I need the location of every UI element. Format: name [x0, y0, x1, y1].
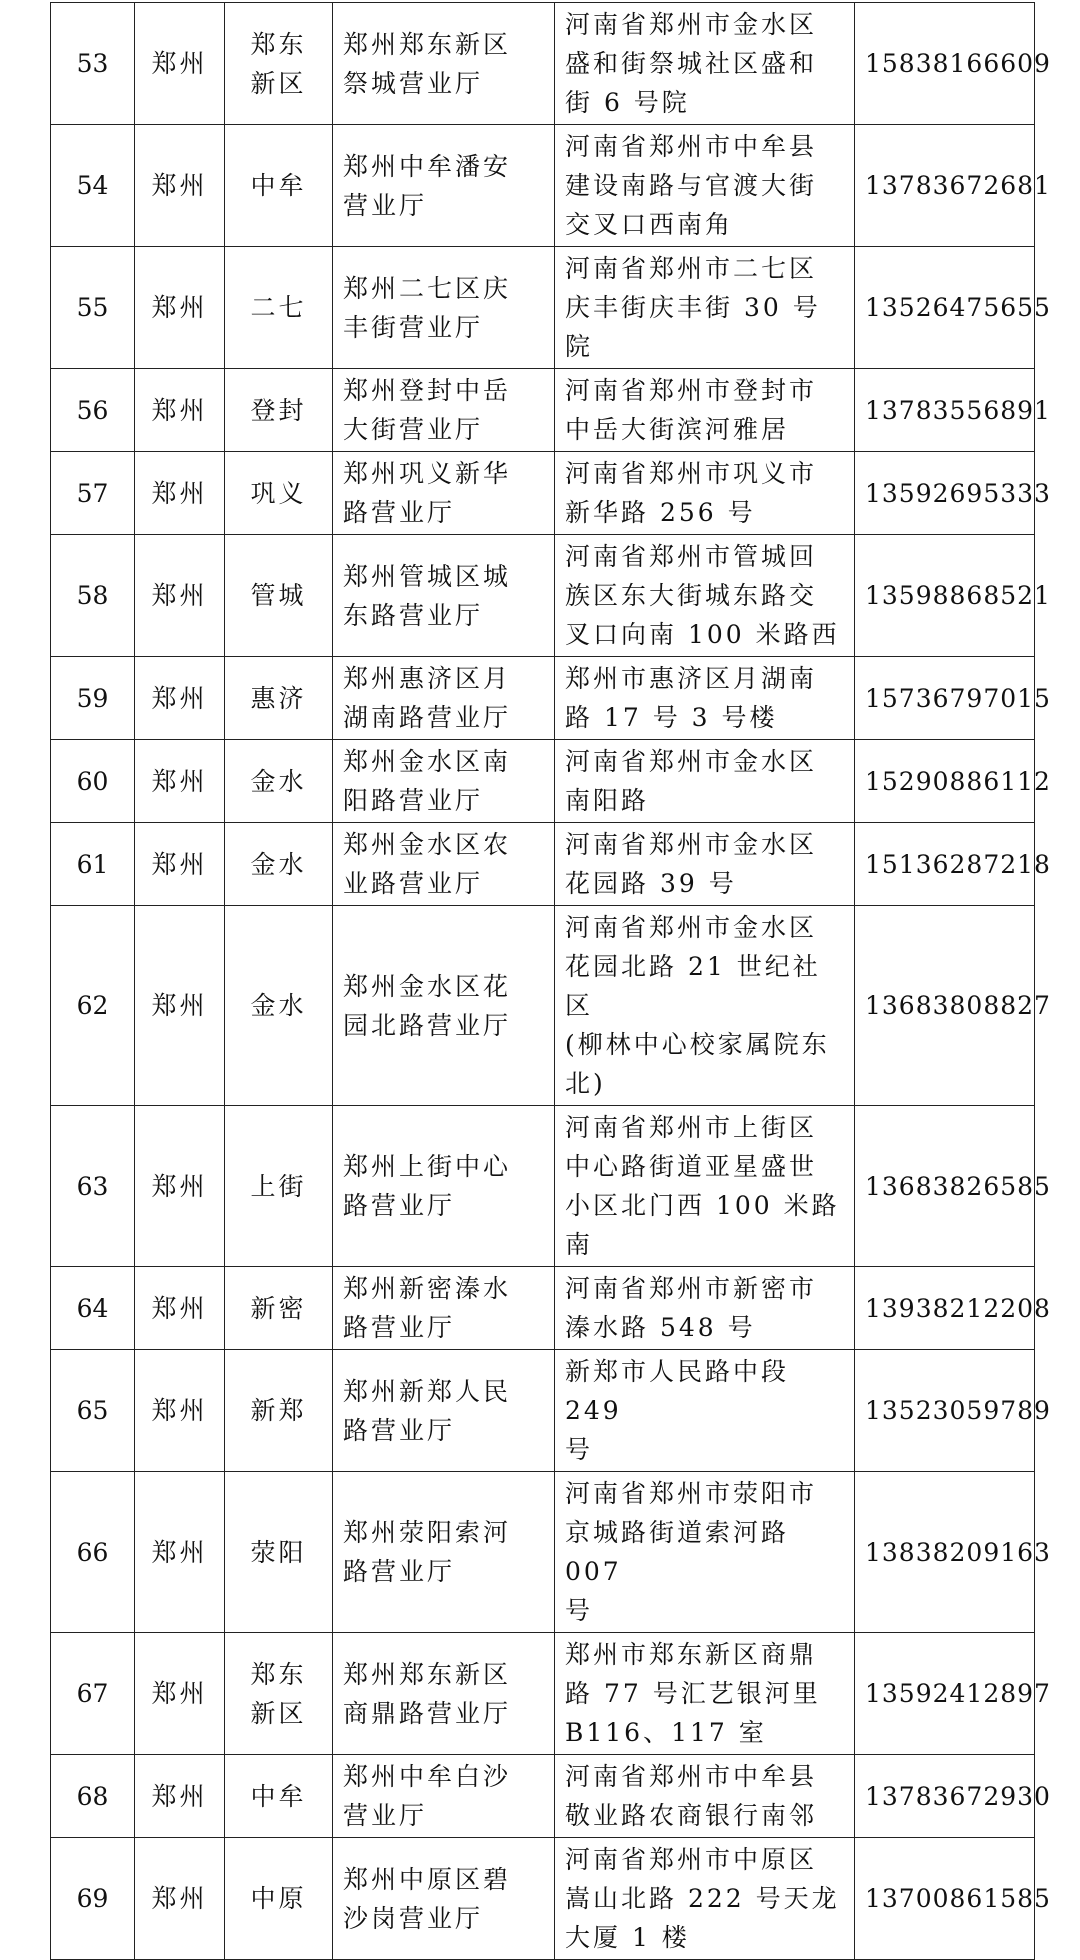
cell-district	[225, 247, 333, 369]
cell-city-text: 郑州	[151, 49, 208, 78]
cell-address	[555, 1838, 855, 1960]
table-row	[51, 823, 1035, 906]
cell-phone-text: 13526475655	[865, 293, 1051, 322]
cell-city-text: 郑州	[151, 395, 208, 425]
table-row	[51, 1267, 1035, 1350]
cell-address-text: 河南省郑州市荥阳市 京城路街道索河路 007 号	[565, 1479, 818, 1625]
cell-phone	[855, 125, 1051, 247]
cell-hall-name	[333, 125, 555, 247]
cell-district	[225, 1350, 333, 1472]
cell-number	[51, 452, 135, 535]
cell-district-text: 荥阳	[250, 1537, 307, 1567]
cell-number-text: 57	[76, 478, 109, 508]
cell-city-text: 郑州	[151, 849, 208, 879]
cell-number	[51, 1755, 135, 1838]
cell-district	[225, 452, 333, 535]
cell-phone	[855, 1755, 1051, 1838]
cell-district	[225, 1472, 333, 1633]
cell-district	[225, 740, 333, 823]
cell-city	[135, 247, 225, 369]
cell-hall-name	[333, 535, 555, 657]
cell-phone	[855, 823, 1051, 906]
cell-phone	[855, 535, 1051, 657]
cell-number-text: 53	[76, 49, 109, 78]
cell-phone	[855, 1472, 1051, 1633]
cell-hall-name	[333, 1472, 555, 1633]
cell-address	[555, 452, 855, 535]
cell-city-text: 郑州	[151, 478, 208, 508]
cell-city-text: 郑州	[151, 991, 208, 1020]
cell-city-text: 郑州	[151, 1537, 208, 1567]
cell-hall-name-text: 郑州郑东新区 祭城营业厅	[343, 29, 512, 98]
cell-district	[225, 3, 333, 125]
cell-number-text: 65	[76, 1396, 109, 1425]
cell-city	[135, 1755, 225, 1838]
cell-number-text: 62	[76, 991, 109, 1020]
cell-number	[51, 1267, 135, 1350]
cell-number-text: 69	[76, 1884, 109, 1913]
cell-number-text: 56	[76, 395, 109, 425]
cell-address	[555, 906, 855, 1106]
cell-hall-name-text: 郑州惠济区月 湖南路营业厅	[343, 664, 512, 732]
cell-city-text: 郑州	[151, 1171, 208, 1201]
cell-district	[225, 823, 333, 906]
cell-address-text: 河南省郑州市金水区 花园北路 21 世纪社区 (柳林中心校家属院东 北)	[565, 913, 830, 1098]
cell-phone-text: 15290886112	[865, 766, 1051, 796]
table-row	[51, 1755, 1035, 1838]
table-row	[51, 1106, 1035, 1267]
cell-hall-name	[333, 1838, 555, 1960]
service-hall-table	[50, 2, 1051, 1960]
cell-phone	[855, 452, 1051, 535]
cell-phone	[855, 906, 1051, 1106]
table-row	[51, 1838, 1035, 1960]
cell-hall-name	[333, 247, 555, 369]
cell-number-text: 63	[76, 1171, 109, 1201]
cell-district-text: 上街	[250, 1171, 307, 1201]
cell-address	[555, 657, 855, 740]
cell-district-text: 二七	[250, 293, 307, 322]
cell-address	[555, 1106, 855, 1267]
cell-hall-name-text: 郑州中原区碧 沙岗营业厅	[343, 1864, 512, 1933]
cell-city	[135, 1106, 225, 1267]
cell-city-text: 郑州	[151, 1293, 208, 1323]
cell-district	[225, 1106, 333, 1267]
cell-address	[555, 247, 855, 369]
cell-hall-name	[333, 740, 555, 823]
cell-phone	[855, 1838, 1051, 1960]
cell-hall-name	[333, 3, 555, 125]
table-row	[51, 1472, 1035, 1633]
cell-district	[225, 1267, 333, 1350]
cell-city-text: 郑州	[151, 171, 208, 200]
cell-district-text: 巩义	[250, 478, 307, 508]
cell-hall-name-text: 郑州登封中岳 大街营业厅	[343, 376, 512, 444]
cell-district	[225, 657, 333, 740]
cell-address	[555, 1755, 855, 1838]
cell-number	[51, 1350, 135, 1472]
cell-number-text: 58	[76, 581, 109, 610]
cell-address-text: 河南省郑州市中牟县 敬业路农商银行南邻	[565, 1762, 818, 1830]
cell-address	[555, 369, 855, 452]
table-row	[51, 247, 1035, 369]
cell-number	[51, 1633, 135, 1755]
cell-hall-name-text: 郑州管城区城 东路营业厅	[343, 561, 512, 630]
cell-phone-text: 15736797015	[865, 683, 1051, 713]
cell-number	[51, 3, 135, 125]
cell-address	[555, 1472, 855, 1633]
cell-phone-text: 13783672930	[865, 1781, 1051, 1811]
cell-city	[135, 535, 225, 657]
cell-phone-text: 13938212208	[865, 1293, 1051, 1323]
cell-district-text: 新郑	[250, 1396, 307, 1425]
cell-number-text: 54	[76, 171, 109, 200]
table-row	[51, 452, 1035, 535]
cell-number-text: 61	[76, 849, 109, 879]
cell-hall-name-text: 郑州巩义新华 路营业厅	[343, 459, 512, 527]
cell-hall-name	[333, 1633, 555, 1755]
cell-number	[51, 535, 135, 657]
cell-address-text: 河南省郑州市中原区 嵩山北路 222 号天龙 大厦 1 楼	[565, 1845, 840, 1952]
cell-hall-name-text: 郑州新密溱水 路营业厅	[343, 1274, 512, 1342]
cell-number	[51, 247, 135, 369]
cell-number	[51, 1838, 135, 1960]
cell-city-text: 郑州	[151, 1884, 208, 1913]
cell-hall-name	[333, 369, 555, 452]
cell-hall-name-text: 郑州上街中心 路营业厅	[343, 1152, 512, 1220]
cell-city	[135, 906, 225, 1106]
table-row	[51, 3, 1035, 125]
cell-district-text: 金水	[250, 766, 307, 796]
cell-district-text: 惠济	[250, 683, 307, 713]
cell-city-text: 郑州	[151, 293, 208, 322]
cell-city	[135, 740, 225, 823]
cell-phone	[855, 1633, 1051, 1755]
cell-hall-name	[333, 657, 555, 740]
cell-district-text: 中原	[250, 1884, 307, 1913]
table-row	[51, 1633, 1035, 1755]
cell-number-text: 60	[76, 766, 109, 796]
cell-address	[555, 1267, 855, 1350]
cell-hall-name	[333, 1106, 555, 1267]
cell-district-text: 中牟	[250, 171, 307, 200]
cell-address-text: 河南省郑州市上街区 中心路街道亚星盛世 小区北门西 100 米路 南	[565, 1113, 840, 1259]
cell-number-text: 67	[76, 1679, 109, 1708]
cell-address	[555, 740, 855, 823]
cell-hall-name-text: 郑州金水区农 业路营业厅	[343, 830, 512, 898]
cell-phone-text: 13592695333	[865, 478, 1051, 508]
cell-hall-name-text: 郑州新郑人民 路营业厅	[343, 1376, 512, 1445]
cell-number-text: 66	[76, 1537, 109, 1567]
cell-district-text: 郑东 新区	[250, 29, 307, 98]
cell-city	[135, 3, 225, 125]
cell-hall-name-text: 郑州金水区南 阳路营业厅	[343, 747, 512, 815]
cell-number-text: 68	[76, 1781, 109, 1811]
cell-phone-text: 13523059789	[865, 1396, 1051, 1425]
cell-district-text: 金水	[250, 991, 307, 1020]
cell-address-text: 河南省郑州市中牟县 建设南路与官渡大街 交叉口西南角	[565, 132, 818, 239]
cell-hall-name-text: 郑州金水区花 园北路营业厅	[343, 971, 512, 1040]
cell-city	[135, 823, 225, 906]
cell-hall-name	[333, 1755, 555, 1838]
cell-district	[225, 369, 333, 452]
cell-address	[555, 1633, 855, 1755]
cell-address-text: 新郑市人民路中段 249 号	[565, 1357, 790, 1464]
table-row	[51, 535, 1035, 657]
cell-district-text: 金水	[250, 849, 307, 879]
cell-hall-name	[333, 1267, 555, 1350]
cell-address	[555, 823, 855, 906]
cell-number-text: 64	[76, 1293, 109, 1323]
cell-number	[51, 740, 135, 823]
cell-phone	[855, 3, 1051, 125]
cell-address-text: 河南省郑州市巩义市 新华路 256 号	[565, 459, 818, 527]
cell-hall-name	[333, 906, 555, 1106]
cell-district-text: 郑东 新区	[250, 1659, 307, 1728]
cell-phone	[855, 740, 1051, 823]
cell-phone-text: 13783672681	[865, 171, 1051, 200]
cell-hall-name-text: 郑州荥阳索河 路营业厅	[343, 1518, 512, 1586]
cell-city-text: 郑州	[151, 1679, 208, 1708]
cell-phone-text: 13783556891	[865, 395, 1051, 425]
cell-city	[135, 1838, 225, 1960]
cell-district-text: 新密	[250, 1293, 307, 1323]
cell-hall-name	[333, 1350, 555, 1472]
cell-district-text: 登封	[250, 395, 307, 425]
cell-address-text: 河南省郑州市新密市 溱水路 548 号	[565, 1274, 818, 1342]
cell-hall-name-text: 郑州郑东新区 商鼎路营业厅	[343, 1659, 512, 1728]
table-row	[51, 740, 1035, 823]
cell-city-text: 郑州	[151, 1781, 208, 1811]
cell-address-text: 河南省郑州市二七区 庆丰街庆丰街 30 号院	[565, 254, 821, 361]
table-row	[51, 906, 1035, 1106]
cell-phone-text: 13700861585	[865, 1884, 1051, 1913]
cell-phone	[855, 369, 1051, 452]
cell-phone-text: 13683808827	[865, 991, 1051, 1020]
cell-phone-text: 13598868521	[865, 581, 1051, 610]
cell-phone	[855, 1267, 1051, 1350]
cell-city	[135, 1350, 225, 1472]
table-row	[51, 1350, 1035, 1472]
cell-city	[135, 369, 225, 452]
cell-address	[555, 1350, 855, 1472]
cell-city	[135, 1472, 225, 1633]
cell-city	[135, 1267, 225, 1350]
cell-number-text: 55	[76, 293, 109, 322]
cell-city	[135, 452, 225, 535]
cell-address-text: 河南省郑州市金水区 盛和街祭城社区盛和 街 6 号院	[565, 10, 818, 117]
cell-address	[555, 3, 855, 125]
cell-address	[555, 125, 855, 247]
cell-district	[225, 906, 333, 1106]
cell-hall-name	[333, 452, 555, 535]
cell-number-text: 59	[76, 683, 109, 713]
cell-city-text: 郑州	[151, 1396, 208, 1425]
cell-district	[225, 125, 333, 247]
cell-phone-text: 13683826585	[865, 1171, 1051, 1201]
table-body	[51, 3, 1051, 1960]
cell-phone-text: 13838209163	[865, 1537, 1051, 1567]
cell-address	[555, 535, 855, 657]
cell-address-text: 河南省郑州市金水区 花园路 39 号	[565, 830, 818, 898]
cell-address-text: 河南省郑州市金水区 南阳路	[565, 747, 818, 815]
table-row	[51, 125, 1035, 247]
cell-number	[51, 125, 135, 247]
cell-address-text: 河南省郑州市管城回 族区东大街城东路交 叉口向南 100 米路西	[565, 542, 840, 649]
cell-hall-name-text: 郑州中牟潘安 营业厅	[343, 151, 512, 220]
cell-city-text: 郑州	[151, 683, 208, 713]
cell-city-text: 郑州	[151, 581, 208, 610]
cell-hall-name-text: 郑州中牟白沙 营业厅	[343, 1762, 512, 1830]
cell-city	[135, 657, 225, 740]
cell-city-text: 郑州	[151, 766, 208, 796]
cell-district	[225, 1633, 333, 1755]
cell-phone-text: 13592412897	[865, 1679, 1051, 1708]
cell-hall-name	[333, 823, 555, 906]
cell-phone	[855, 247, 1051, 369]
cell-hall-name-text: 郑州二七区庆 丰街营业厅	[343, 273, 512, 342]
cell-phone	[855, 657, 1051, 740]
cell-district-text: 中牟	[250, 1781, 307, 1811]
cell-number	[51, 1472, 135, 1633]
cell-phone	[855, 1106, 1051, 1267]
cell-number	[51, 823, 135, 906]
cell-district	[225, 535, 333, 657]
cell-address-text: 河南省郑州市登封市 中岳大街滨河雅居	[565, 376, 818, 444]
cell-phone-text: 15838166609	[865, 49, 1051, 78]
cell-number	[51, 369, 135, 452]
cell-city	[135, 125, 225, 247]
table-row	[51, 657, 1035, 740]
table-row	[51, 369, 1035, 452]
cell-address-text: 郑州市惠济区月湖南 路 17 号 3 号楼	[565, 664, 818, 732]
cell-district	[225, 1755, 333, 1838]
cell-number	[51, 1106, 135, 1267]
cell-number	[51, 906, 135, 1106]
cell-address-text: 郑州市郑东新区商鼎 路 77 号汇艺银河里 B116、117 室	[565, 1640, 821, 1747]
cell-district-text: 管城	[250, 581, 307, 610]
cell-district	[225, 1838, 333, 1960]
cell-city	[135, 1633, 225, 1755]
cell-number	[51, 657, 135, 740]
cell-phone	[855, 1350, 1051, 1472]
cell-phone-text: 15136287218	[865, 849, 1051, 879]
